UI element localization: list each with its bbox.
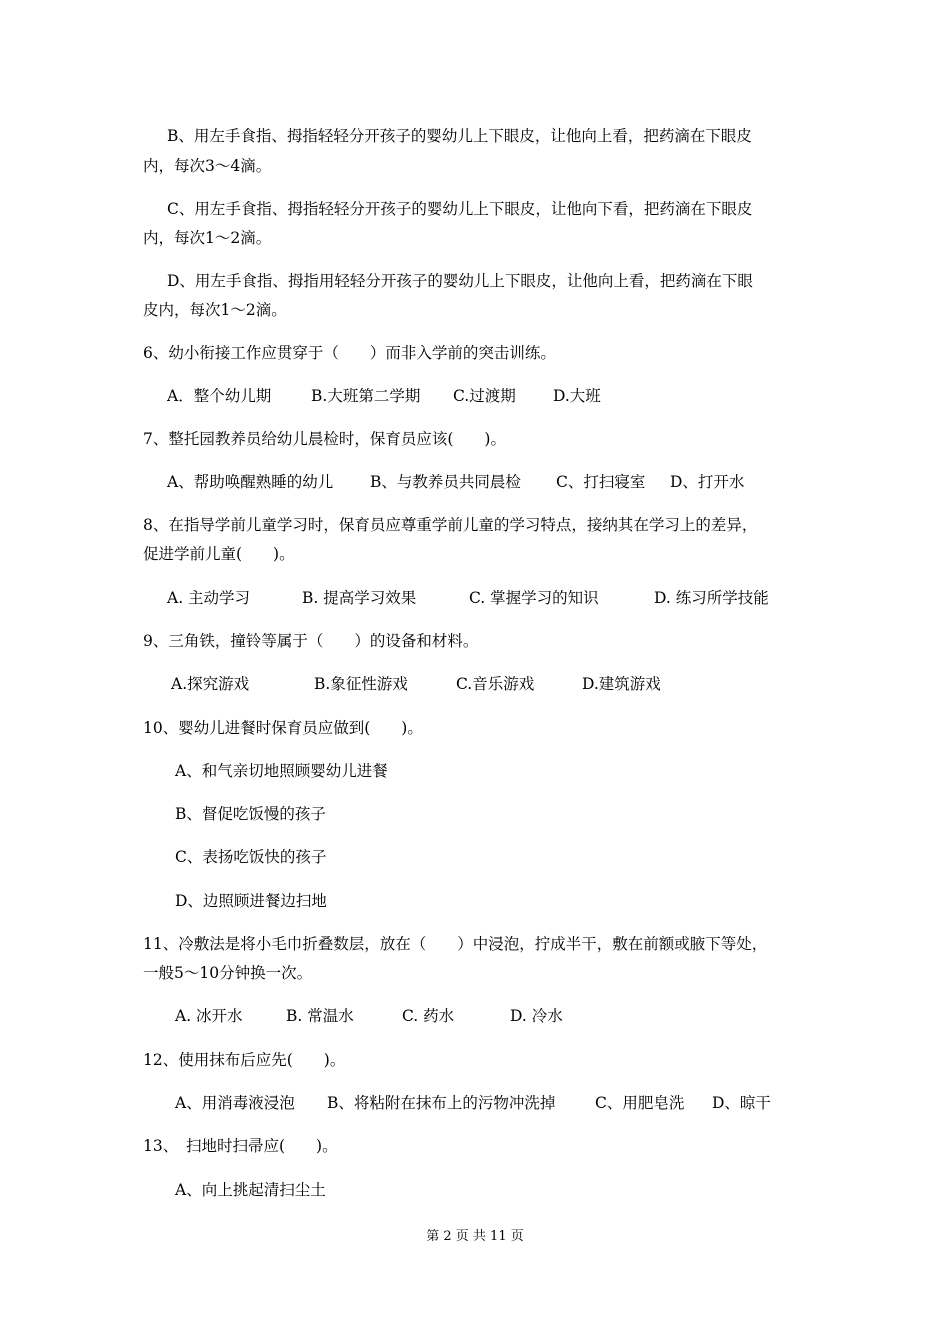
q8-option-b: B. 提高学习效果 [302,589,417,607]
q8-stem-line2: 促进学前儿童( )。 [143,545,295,563]
q8-stem-line1: 8、在指导学前儿童学习时，保育员应尊重学前儿童的学习特点，接纳其在学习上的差异， [143,516,758,534]
q6-stem: 6、幼小衔接工作应贯穿于（ ）而非入学前的突击训练。 [143,344,556,362]
q5-option-c-line1: C、用左手食指、拇指轻轻分开孩子的婴幼儿上下眼皮，让他向下看，把药滴在下眼皮 [167,200,753,218]
q13-stem: 13、 扫地时扫帚应( )。 [143,1137,338,1155]
q7-option-c: C、打扫寝室 [556,473,646,491]
q13-option-a: A、向上挑起清扫尘土 [175,1181,326,1199]
q8-option-d: D. 练习所学技能 [654,589,769,607]
q7-option-b: B、与教养员共同晨检 [370,473,521,491]
q10-option-a: A、和气亲切地照顾婴幼儿进餐 [175,762,388,780]
q10-option-d: D、边照顾进餐边扫地 [175,892,327,910]
q9-option-c: C.音乐游戏 [456,675,535,693]
q12-option-a: A、用消毒液浸泡 [175,1094,295,1112]
q12-option-b: B、将粘附在抹布上的污物冲洗掉 [327,1094,556,1112]
q8-option-c: C. 掌握学习的知识 [469,589,599,607]
q11-stem-line2: 一般5～10分钟换一次。 [143,964,313,982]
q5-option-b-line1: B、用左手食指、拇指轻轻分开孩子的婴幼儿上下眼皮，让他向上看，把药滴在下眼皮 [167,127,752,145]
q11-option-d: D. 冷水 [510,1007,563,1025]
q8-option-a: A. 主动学习 [167,589,251,607]
q5-option-d-line1: D、用左手食指、拇指用轻轻分开孩子的婴幼儿上下眼皮，让他向上看，把药滴在下眼 [167,272,753,290]
q12-option-d: D、晾干 [712,1094,771,1112]
q7-option-a: A、帮助唤醒熟睡的幼儿 [167,473,334,491]
q5-option-c-line2: 内，每次1～2滴。 [143,229,272,247]
q5-option-b-line2: 内，每次3～4滴。 [143,157,272,175]
q6-option-d: D.大班 [553,387,601,405]
q9-option-a: A.探究游戏 [171,675,250,693]
q7-stem: 7、整托园教养员给幼儿晨检时，保育员应该( )。 [143,430,506,448]
q11-option-c: C. 药水 [402,1007,455,1025]
q6-option-b: B.大班第二学期 [311,387,421,405]
q12-stem: 12、使用抹布后应先( )。 [143,1051,346,1069]
q9-stem: 9、三角铁，撞铃等属于（ ）的设备和材料。 [143,632,479,650]
q12-option-c: C、用肥皂洗 [595,1094,685,1112]
page-number-footer: 第 2 页 共 11 页 [426,1229,524,1244]
q6-option-a: A．整个幼儿期 [167,387,272,405]
q11-option-b: B. 常温水 [286,1007,354,1025]
q10-option-b: B、督促吃饭慢的孩子 [175,805,326,823]
q7-option-d: D、打开水 [670,473,745,491]
q11-stem-line1: 11、冷敷法是将小毛巾折叠数层，放在（ ）中浸泡，拧成半干，敷在前额或腋下等处， [143,935,768,953]
q9-option-d: D.建筑游戏 [582,675,661,693]
q5-option-d-line2: 皮内，每次1～2滴。 [143,301,287,319]
q9-option-b: B.象征性游戏 [314,675,408,693]
q6-option-c: C.过渡期 [453,387,516,405]
q11-option-a: A. 冰开水 [175,1007,243,1025]
q10-option-c: C、表扬吃饭快的孩子 [175,848,327,866]
q10-stem: 10、婴幼儿进餐时保育员应做到( )。 [143,719,423,737]
